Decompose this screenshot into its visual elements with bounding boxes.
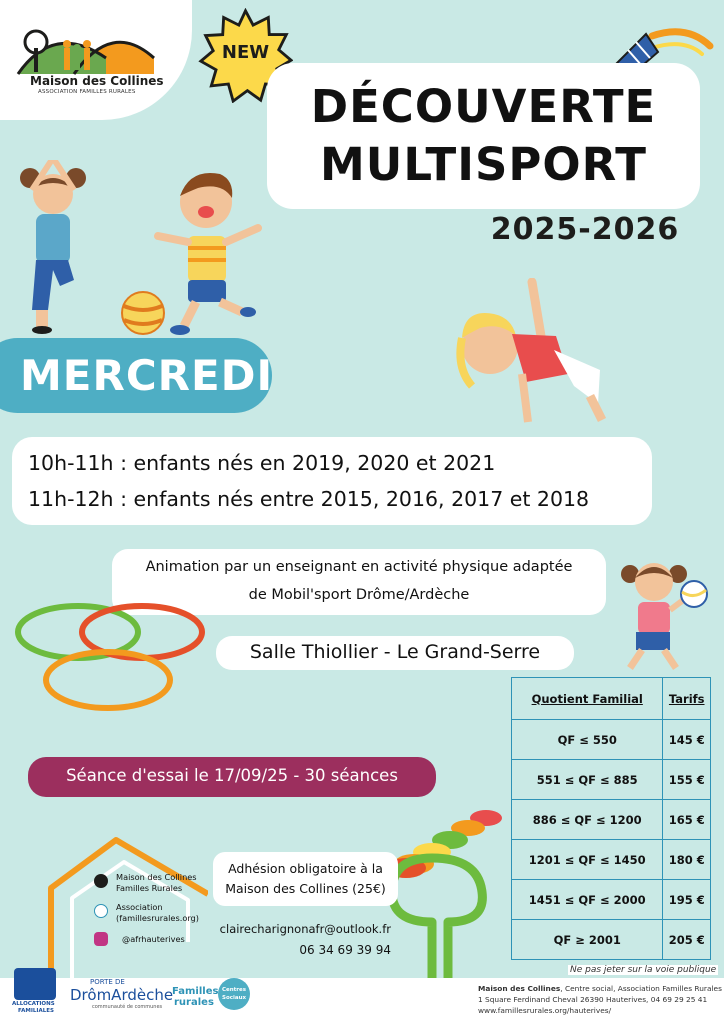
drome-top: PORTE DE bbox=[90, 978, 125, 986]
contact-email[interactable]: clairecharignonafr@outlook.fr bbox=[219, 922, 391, 936]
maison-des-collines-logo bbox=[14, 18, 164, 76]
tarif-table bbox=[511, 677, 711, 960]
tarif-header-qf: Quotient Familial bbox=[512, 678, 663, 720]
instagram-handle: @afrhauterives bbox=[122, 934, 185, 944]
footer-info-org: Maison des Collines bbox=[478, 984, 561, 993]
instagram-icon[interactable] bbox=[94, 932, 108, 946]
tarif-qf: 886 ≤ QF ≤ 1200 bbox=[512, 800, 663, 840]
tarif-qf: 551 ≤ QF ≤ 885 bbox=[512, 760, 663, 800]
place-label: Salle Thiollier - Le Grand-Serre bbox=[249, 641, 541, 663]
table-row bbox=[512, 800, 711, 840]
org-subtitle: ASSOCIATION FAMILLES RURALES bbox=[38, 89, 136, 95]
tarif-price: 155 € bbox=[663, 760, 711, 800]
caf-logo-icon bbox=[14, 968, 56, 1000]
web-icon[interactable] bbox=[94, 904, 108, 918]
table-row bbox=[512, 720, 711, 760]
ball-icon bbox=[120, 290, 166, 336]
boy-running-illustration bbox=[150, 166, 268, 338]
tarif-price: 205 € bbox=[663, 920, 711, 960]
girl-volleyball-illustration bbox=[616, 552, 712, 678]
web-line-2: (famillesrurales.org) bbox=[116, 913, 199, 923]
facebook-line-2: Familles Rurales bbox=[116, 883, 183, 893]
caf-line-2: FAMILIALES bbox=[18, 1008, 54, 1014]
adhesion-line-2: Maison des Collines (25€) bbox=[225, 881, 386, 896]
title-line-2: MULTISPORT bbox=[320, 138, 647, 191]
footer-info-desc: , Centre social, Association Familles Rurales bbox=[560, 984, 722, 993]
table-row bbox=[512, 920, 711, 960]
disposal-notice: Ne pas jeter sur la voie publique bbox=[570, 965, 717, 975]
tarif-qf: QF ≤ 550 bbox=[512, 720, 663, 760]
footer-info-url[interactable]: www.famillesrurales.org/hauterives/ bbox=[478, 1006, 612, 1015]
drome-name: DrômArdèche bbox=[70, 986, 174, 1004]
table-row bbox=[512, 880, 711, 920]
trial-label: Séance d'essai le 17/09/25 - 30 séances bbox=[66, 766, 398, 785]
table-row bbox=[512, 840, 711, 880]
footer-info-line-2: 1 Square Ferdinand Cheval 26390 Hauterives, 04 69 29 25 41 bbox=[478, 995, 708, 1004]
table-row bbox=[512, 760, 711, 800]
new-badge-text: NEW bbox=[221, 42, 270, 63]
facebook-icon[interactable] bbox=[94, 874, 108, 888]
tarif-price: 180 € bbox=[663, 840, 711, 880]
schedule-line-2: 11h-12h : enfants nés entre 2015, 2016, 2017 et 2018 bbox=[28, 487, 590, 511]
facebook-line-1: Maison des Collines bbox=[116, 872, 197, 882]
adhesion-line-1: Adhésion obligatoire à la bbox=[228, 861, 383, 876]
tarif-qf: QF ≥ 2001 bbox=[512, 920, 663, 960]
tarif-header-row bbox=[512, 678, 711, 720]
tarif-price: 195 € bbox=[663, 880, 711, 920]
centres-sociaux-line-1: Centres bbox=[222, 987, 247, 993]
tarif-qf: 1451 ≤ QF ≤ 2000 bbox=[512, 880, 663, 920]
girl-yoga-illustration bbox=[10, 160, 96, 338]
animation-line-2: de Mobil'sport Drôme/Ardèche bbox=[248, 587, 470, 603]
caf-line-1: ALLOCATIONS bbox=[12, 1001, 55, 1007]
day-label: MERCREDI bbox=[20, 351, 274, 400]
org-name: Maison des Collines bbox=[30, 74, 164, 88]
hoops-illustration bbox=[8, 592, 208, 718]
footer-info-line-1 bbox=[478, 984, 722, 993]
animation-line-1: Animation par un enseignant en activité physique adaptée bbox=[145, 559, 573, 575]
familles-rurales-line-1: Familles bbox=[172, 986, 219, 997]
web-line-1: Association bbox=[116, 902, 163, 912]
tarif-qf: 1201 ≤ QF ≤ 1450 bbox=[512, 840, 663, 880]
tarif-header-price: Tarifs bbox=[663, 678, 711, 720]
schedule-line-1: 10h-11h : enfants nés en 2019, 2020 et 2021 bbox=[28, 451, 496, 475]
familles-rurales-line-2: rurales bbox=[174, 997, 214, 1008]
centres-sociaux-line-2: Sociaux bbox=[222, 995, 247, 1001]
tree-outline-illustration bbox=[382, 852, 502, 980]
title-line-1: DÉCOUVERTE bbox=[310, 80, 657, 133]
contact-phone[interactable]: 06 34 69 39 94 bbox=[299, 943, 391, 957]
tarif-price: 165 € bbox=[663, 800, 711, 840]
drome-sub: communauté de communes bbox=[92, 1004, 163, 1010]
season-years: 2025-2026 bbox=[490, 212, 680, 247]
centres-sociaux-logo-icon bbox=[218, 978, 250, 1010]
child-stretching-illustration bbox=[450, 278, 610, 428]
tarif-price: 145 € bbox=[663, 720, 711, 760]
